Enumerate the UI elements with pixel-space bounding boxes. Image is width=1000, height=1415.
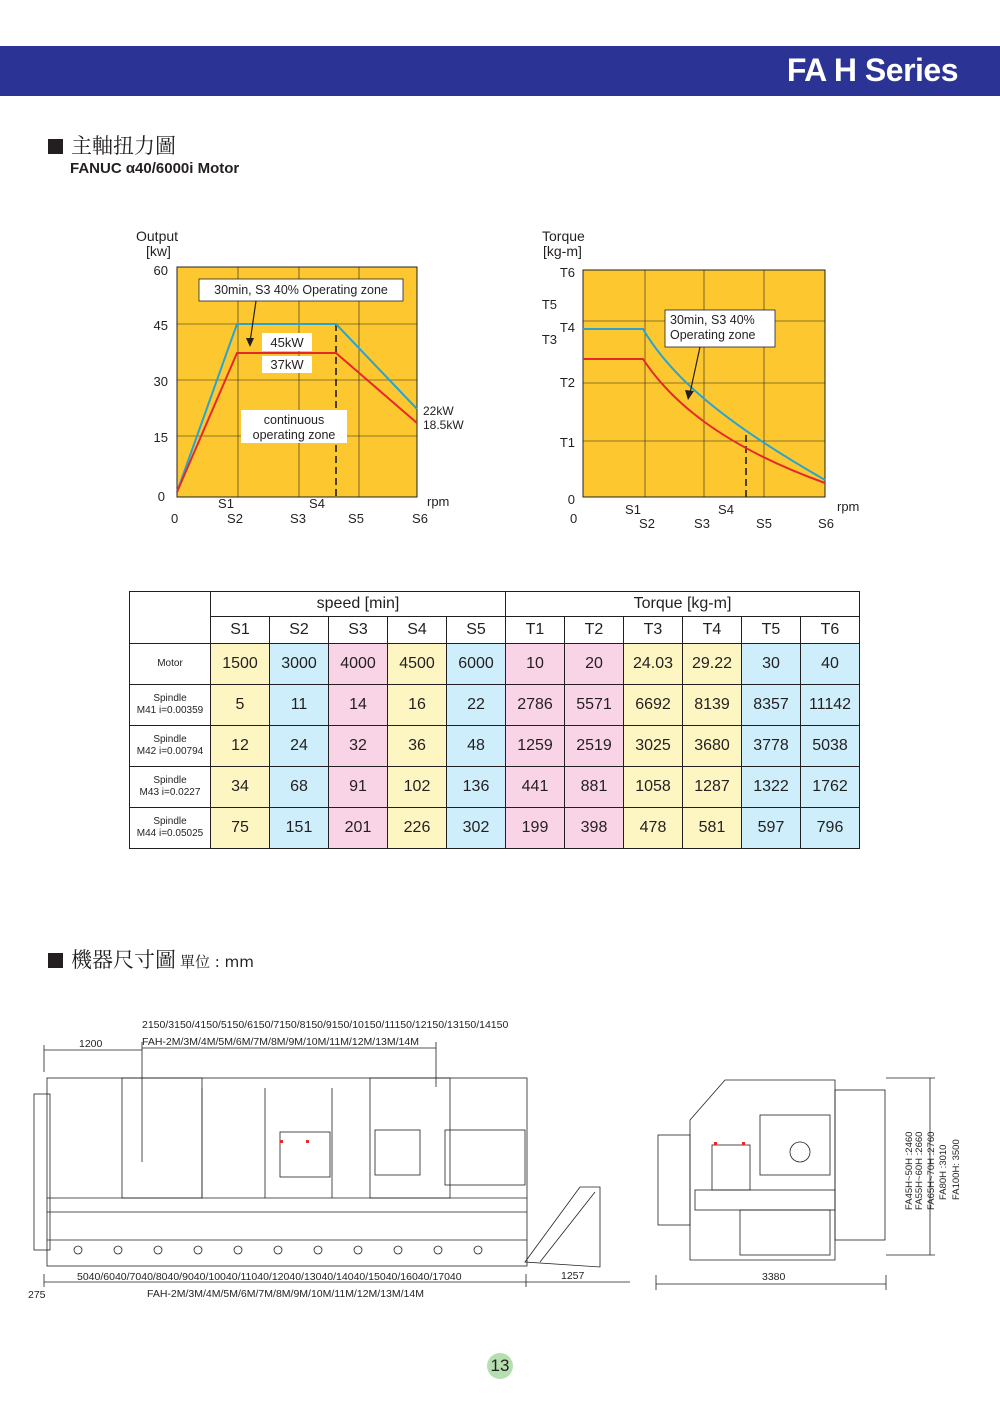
table-cell: 5571	[565, 685, 624, 726]
table-cell: 1058	[624, 767, 683, 808]
output-xorigin: 0	[171, 511, 179, 526]
section-title: 機器尺寸圖	[71, 948, 176, 972]
bullet-square-icon	[48, 139, 63, 154]
table-row	[130, 644, 860, 685]
height-spec: FA80H :3010	[938, 1144, 949, 1200]
height-spec: FA100H: 3500	[951, 1139, 962, 1200]
torque-zone-label-1: 30min, S3 40%	[670, 313, 755, 327]
torque-xtick: S2	[639, 516, 655, 531]
table-cell: 6000	[447, 644, 506, 685]
height-spec: FA55H~60H :2660	[914, 1131, 925, 1210]
table-cell: 4000	[329, 644, 388, 685]
output-ytick: 60	[153, 263, 168, 278]
output-ytick: 15	[153, 430, 168, 445]
row-label-line2: M42 i=0.00794	[136, 746, 204, 757]
output-xtick: S5	[348, 511, 364, 526]
output-xlabel: rpm	[427, 494, 450, 509]
height-spec: FA65H~70H :2760	[926, 1131, 937, 1210]
torque-xlabel: rpm	[837, 499, 860, 514]
output-xtick: S1	[218, 496, 234, 511]
column-header: S5	[447, 617, 506, 644]
end-label-22kw: 22kW	[423, 404, 454, 418]
torque-chart	[530, 225, 875, 535]
table-cell: 30	[742, 644, 801, 685]
table-cell: 34	[211, 767, 270, 808]
dim-275: 275	[28, 1289, 46, 1301]
torque-xtick: S4	[718, 502, 734, 517]
torque-ytick: T2	[559, 375, 575, 390]
row-label-line1: Spindle	[153, 734, 187, 745]
table-cell: 2786	[506, 685, 565, 726]
table-cell: 581	[683, 808, 742, 849]
table-cell: 5038	[801, 726, 860, 767]
torque-ytick: T1	[559, 435, 575, 450]
torque-zone-label-2: Operating zone	[670, 328, 756, 342]
table-cell: 5	[211, 685, 270, 726]
header-banner	[0, 46, 1000, 96]
table-cell: 881	[565, 767, 624, 808]
row-label-line2: M43 i=0.0227	[139, 787, 201, 798]
table-cell: 11142	[801, 685, 860, 726]
table-cell: 68	[270, 767, 329, 808]
table-cell: 302	[447, 808, 506, 849]
torque-group-header: Torque [kg-m]	[506, 592, 860, 617]
torque-ylabel-2: [kg-m]	[543, 243, 582, 259]
output-ylabel-1: Output	[136, 228, 179, 244]
spindle-spec-table	[129, 591, 860, 849]
torque-ylabel-1: Torque	[542, 228, 585, 244]
row-label	[130, 726, 211, 767]
machine-side-drawing	[650, 1060, 980, 1300]
unit-label: 單位 : mm	[180, 953, 254, 971]
section-heading-dimensions	[48, 944, 254, 974]
motor-subtitle: FANUC α40/6000i Motor	[70, 160, 240, 177]
table-cell: 102	[388, 767, 447, 808]
end-label-185kw: 18.5kW	[423, 418, 464, 432]
dim-1257: 1257	[561, 1270, 585, 1282]
table-cell: 6692	[624, 685, 683, 726]
table-cell: 151	[270, 808, 329, 849]
page-number: 13	[487, 1353, 513, 1379]
column-header: T3	[624, 617, 683, 644]
label-37kw: 37kW	[270, 357, 304, 372]
table-cell: 75	[211, 808, 270, 849]
table-cell: 4500	[388, 644, 447, 685]
output-ytick: 45	[153, 318, 168, 333]
row-label-line1: Spindle	[153, 775, 187, 786]
torque-ytick: T3	[541, 332, 557, 347]
top-model-list: FAH-2M/3M/4M/5M/6M/7M/8M/9M/10M/11M/12M/13M/14M	[142, 1036, 419, 1048]
table-cell: 12	[211, 726, 270, 767]
torque-ytick: T4	[559, 320, 575, 335]
table-cell: 3000	[270, 644, 329, 685]
table-cell: 14	[329, 685, 388, 726]
bullet-square-icon	[48, 953, 63, 968]
table-cell: 1287	[683, 767, 742, 808]
column-header-row	[130, 617, 860, 644]
column-header: T4	[683, 617, 742, 644]
table-cell: 1500	[211, 644, 270, 685]
dim-3380: 3380	[762, 1271, 786, 1283]
column-header: S3	[329, 617, 388, 644]
column-header: S2	[270, 617, 329, 644]
column-header: T6	[801, 617, 860, 644]
speed-group-header: speed [min]	[211, 592, 506, 617]
output-chart	[128, 225, 488, 530]
table-cell: 1762	[801, 767, 860, 808]
column-header: T5	[742, 617, 801, 644]
table-cell: 32	[329, 726, 388, 767]
table-cell: 91	[329, 767, 388, 808]
torque-xtick: S6	[818, 516, 834, 531]
table-cell: 24	[270, 726, 329, 767]
table-cell: 22	[447, 685, 506, 726]
row-label-line1: Motor	[157, 658, 183, 669]
torque-xtick: S5	[756, 516, 772, 531]
torque-ytick: 0	[567, 492, 575, 507]
output-ytick: 0	[157, 489, 165, 504]
column-header: T1	[506, 617, 565, 644]
output-ytick: 30	[153, 374, 168, 389]
torque-xtick: S1	[625, 502, 641, 517]
bottom-length-dims: 5040/6040/7040/8040/9040/10040/11040/12040/13040/14040/15040/16040/17040	[77, 1271, 462, 1283]
output-zone-label: 30min, S3 40% Operating zone	[214, 283, 388, 297]
table-cell: 3025	[624, 726, 683, 767]
table-cell: 136	[447, 767, 506, 808]
output-plot-area	[177, 267, 417, 497]
continuous-label-2: operating zone	[252, 428, 336, 442]
table-cell: 1322	[742, 767, 801, 808]
section-title: 主軸扭力圖	[71, 134, 176, 158]
table-cell: 16	[388, 685, 447, 726]
table-cell: 226	[388, 808, 447, 849]
table-cell: 2519	[565, 726, 624, 767]
table-cell: 398	[565, 808, 624, 849]
table-cell: 48	[447, 726, 506, 767]
output-xtick: S2	[227, 511, 243, 526]
row-label	[130, 767, 211, 808]
row-label-line2: M44 i=0.05025	[136, 828, 204, 839]
torque-ytick: T6	[559, 265, 575, 280]
table-cell: 40	[801, 644, 860, 685]
table-cell: 8357	[742, 685, 801, 726]
output-xtick: S3	[290, 511, 306, 526]
table-cell: 441	[506, 767, 565, 808]
row-label	[130, 808, 211, 849]
table-row	[130, 685, 860, 726]
table-cell: 1259	[506, 726, 565, 767]
output-xtick: S4	[309, 496, 325, 511]
bottom-model-list: FAH-2M/3M/4M/5M/6M/7M/8M/9M/10M/11M/12M/13M/14M	[147, 1288, 424, 1300]
height-spec: FA45H~50H :2460	[904, 1131, 915, 1210]
table-cell: 20	[565, 644, 624, 685]
dim-1200: 1200	[79, 1038, 103, 1050]
continuous-label-1: continuous	[263, 413, 325, 427]
torque-xtick: S3	[694, 516, 710, 531]
column-header: S1	[211, 617, 270, 644]
section-heading-torque	[48, 130, 176, 160]
table-cell: 796	[801, 808, 860, 849]
column-header: T2	[565, 617, 624, 644]
output-xtick: S6	[412, 511, 428, 526]
torque-xorigin: 0	[570, 511, 578, 526]
machine-front-drawing	[20, 1012, 640, 1304]
top-length-dims: 2150/3150/4150/5150/6150/7150/8150/9150/10150/11150/12150/13150/14150	[142, 1019, 509, 1031]
table-cell: 10	[506, 644, 565, 685]
row-label-line2: M41 i=0.00359	[136, 705, 204, 716]
row-label-line1: Spindle	[153, 816, 187, 827]
table-cell: 201	[329, 808, 388, 849]
row-label	[130, 685, 211, 726]
table-row	[130, 767, 860, 808]
table-row	[130, 808, 860, 849]
row-label	[130, 644, 211, 685]
table-cell: 29.22	[683, 644, 742, 685]
output-ylabel-2: [kw]	[146, 243, 171, 259]
row-label-line1: Spindle	[153, 693, 187, 704]
table-cell: 478	[624, 808, 683, 849]
table-row	[130, 726, 860, 767]
table-cell: 36	[388, 726, 447, 767]
table-corner-cell	[130, 592, 211, 644]
table-cell: 3778	[742, 726, 801, 767]
table-cell: 11	[270, 685, 329, 726]
table-cell: 24.03	[624, 644, 683, 685]
torque-ytick: T5	[541, 297, 557, 312]
table-cell: 597	[742, 808, 801, 849]
table-cell: 8139	[683, 685, 742, 726]
column-header: S4	[388, 617, 447, 644]
table-cell: 199	[506, 808, 565, 849]
series-title: FA H Series	[786, 52, 958, 88]
label-45kw: 45kW	[270, 335, 304, 350]
table-cell: 3680	[683, 726, 742, 767]
